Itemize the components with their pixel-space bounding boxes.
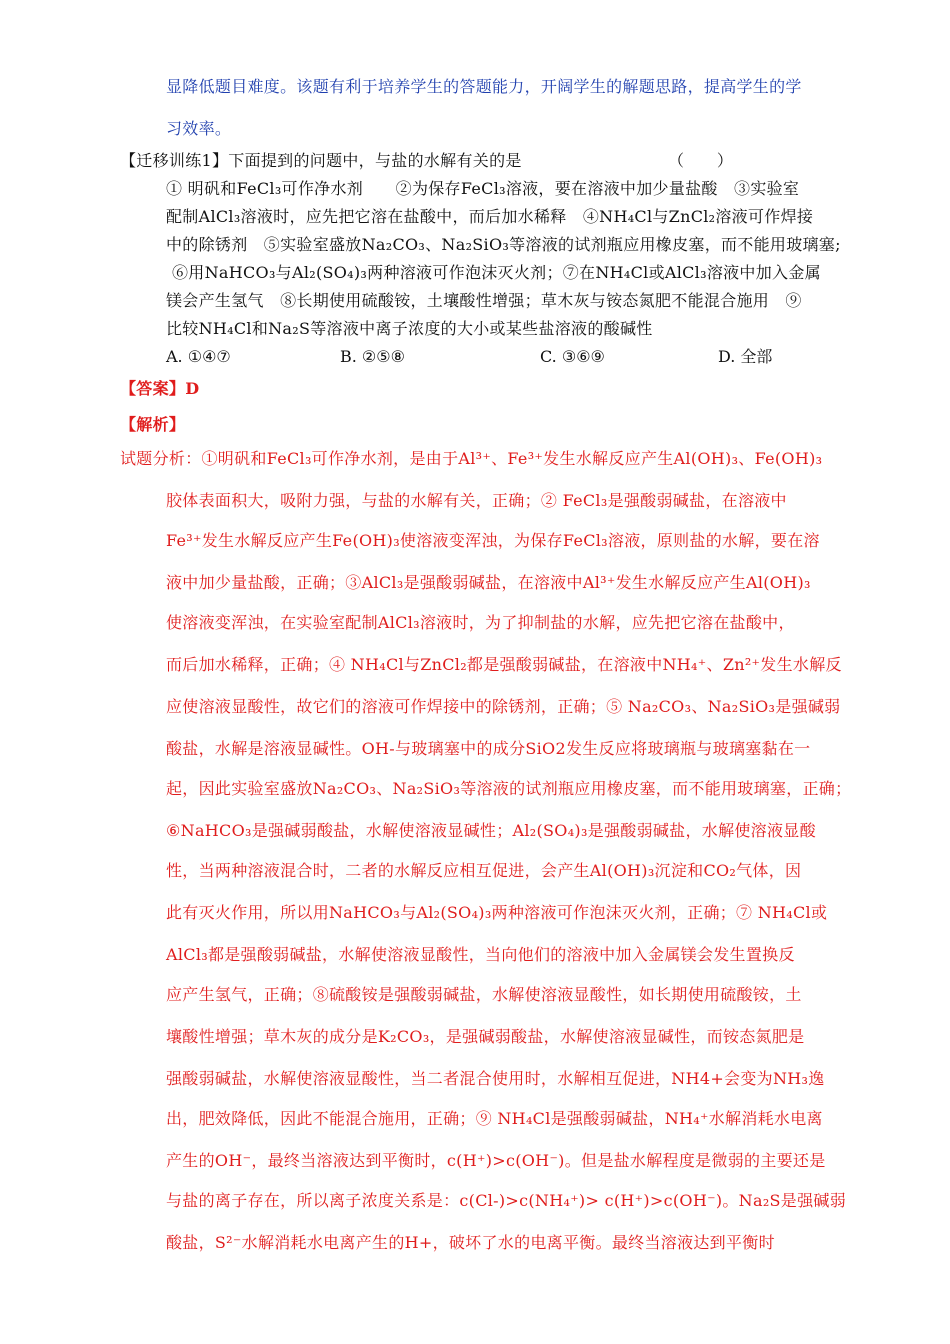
analysis-line: 强酸弱碱盐，水解使溶液显酸性，当二者混合使用时，水解相互促进，NH4+会变为NH₃逸 — [166, 1069, 825, 1088]
analysis-line: 起，因此实验室盛放Na₂CO₃、Na₂SiO₃等溶液的试剂瓶应用橡皮塞，而不能用玻璃塞，正确； — [166, 779, 852, 798]
option-c: C. ③⑥⑨ — [540, 347, 605, 366]
question-paren: （ ） — [668, 151, 734, 170]
question-line-5: 镁会产生氢气 ⑧长期使用硫酸铵，土壤酸性增强；草木灰与铵态氮肥不能混合施用 ⑨ — [166, 291, 802, 310]
analysis-line: 性，当两种溶液混合时，二者的水解反应相互促进，会产生Al(OH)₃沉淀和CO₂气体，因 — [166, 861, 802, 880]
analysis-line: 此有灭火作用，所以用NaHCO₃与Al₂(SO₄)₃两种溶液可作泡沫灭火剂，正确；⑦ NH₄Cl或 — [166, 903, 828, 922]
analysis-line: AlCl₃都是强酸弱碱盐，水解使溶液显酸性，当向他们的溶液中加入金属镁会发生置换反 — [166, 945, 795, 964]
analysis-line: 胶体表面积大，吸附力强，与盐的水解有关，正确；② FeCl₃是强酸弱碱盐，在溶液中 — [166, 491, 787, 510]
option-b: B. ②⑤⑧ — [340, 347, 405, 366]
analysis-line: 酸盐，S²⁻水解消耗水电离产生的H+，破坏了水的电离平衡。最终当溶液达到平衡时 — [166, 1233, 775, 1252]
intro-line-2: 习效率。 — [166, 119, 232, 138]
analysis-line: 液中加少量盐酸，正确；③AlCl₃是强酸弱碱盐，在溶液中Al³⁺发生水解反应产生Al(OH)₃ — [166, 573, 811, 592]
option-a: A. ①④⑦ — [166, 347, 231, 366]
question-line-3: 中的除锈剂 ⑤实验室盛放Na₂CO₃、Na₂SiO₃等溶液的试剂瓶应用橡皮塞，而不能用玻璃塞; — [166, 235, 841, 254]
analysis-label: 【解析】 — [120, 415, 186, 434]
analysis-line: 试题分析：①明矾和FeCl₃可作净水剂，是由于Al³⁺、Fe³⁺发生水解反应产生Al(OH)₃、Fe(OH)₃ — [120, 449, 823, 468]
analysis-line: 使溶液变浑浊，在实验室配制AlCl₃溶液时，为了抑制盐的水解，应先把它溶在盐酸中， — [166, 613, 795, 632]
analysis-line: 酸盐，水解是溶液显碱性。OH-与玻璃塞中的成分SiO2发生反应将玻璃瓶与玻璃塞黏在一 — [166, 739, 811, 758]
analysis-line: 应使溶液显酸性，故它们的溶液可作焊接中的除锈剂，正确；⑤ Na₂CO₃、Na₂SiO₃是强碱弱 — [166, 697, 841, 716]
question-line-2: 配制AlCl₃溶液时，应先把它溶在盐酸中，而后加水稀释 ④NH₄Cl与ZnCl₂溶液可作焊接 — [166, 207, 814, 226]
analysis-line: 应产生氢气，正确；⑧硫酸铵是强酸弱碱盐，水解使溶液显酸性，如长期使用硫酸铵，土 — [166, 985, 802, 1004]
intro-line-1: 显降低题目难度。该题有利于培养学生的答题能力，开阔学生的解题思路，提高学生的学 — [166, 77, 802, 96]
question-header: 【迁移训练1】下面提到的问题中，与盐的水解有关的是 — [120, 151, 522, 170]
analysis-line: Fe³⁺发生水解反应产生Fe(OH)₃使溶液变浑浊，为保存FeCl₃溶液，原则盐的水解，要在溶 — [166, 531, 820, 550]
question-line-1: ① 明矾和FeCl₃可作净水剂 ②为保存FeCl₃溶液，要在溶液中加少量盐酸 ③实验室 — [166, 179, 800, 198]
analysis-line: 出，肥效降低，因此不能混合施用，正确；⑨ NH₄Cl是强酸弱碱盐，NH₄⁺水解消耗水电离 — [166, 1109, 823, 1128]
question-line-6: 比较NH₄Cl和Na₂S等溶液中离子浓度的大小或某些盐溶液的酸碱性 — [166, 319, 653, 338]
analysis-line: 壤酸性增强；草木灰的成分是K₂CO₃，是强碱弱酸盐，水解使溶液显碱性，而铵态氮肥是 — [166, 1027, 805, 1046]
analysis-line: ⑥NaHCO₃是强碱弱酸盐，水解使溶液显碱性；Al₂(SO₄)₃是强酸弱碱盐，水解使溶液显酸 — [166, 821, 816, 840]
analysis-line: 产生的OH⁻，最终当溶液达到平衡时，c(H⁺)>c(OH⁻)。但是盐水解程度是微弱的主要还是 — [166, 1151, 826, 1170]
answer-label: 【答案】D — [120, 379, 200, 398]
option-d: D. 全部 — [718, 347, 773, 366]
analysis-line: 而后加水稀释，正确；④ NH₄Cl与ZnCl₂都是强酸弱碱盐，在溶液中NH₄⁺、Zn²⁺发生水解反 — [166, 655, 842, 674]
analysis-line: 与盐的离子存在，所以离子浓度关系是：c(Cl-)>c(NH₄⁺)> c(H⁺)>c(OH⁻)。Na₂S是强碱弱 — [166, 1191, 846, 1210]
question-line-4: ⑥用NaHCO₃与Al₂(SO₄)₃两种溶液可作泡沫灭火剂；⑦在NH₄Cl或AlCl₃溶液中加入金属 — [172, 263, 821, 282]
